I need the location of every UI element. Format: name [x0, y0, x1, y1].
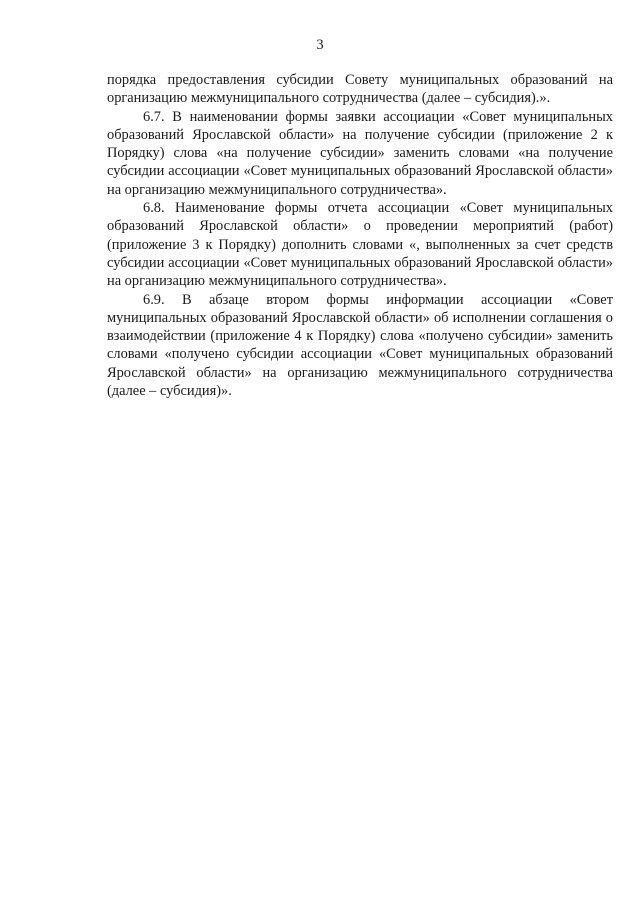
paragraph-6-7: 6.7. В наименовании формы заявки ассоциации «Совет муниципальных образований Ярославской области» на получение субсидии (приложение 2 к Порядку) слова «на получение субсидии» заменить словами «на получение субсидии ассоциации «Совет муниципальных образований Ярославской области» на организацию межмуниципального сотрудничества». [107, 108, 613, 198]
page-number: 3 [316, 37, 324, 53]
document-body [107, 71, 613, 400]
paragraph-6-8: 6.8. Наименование формы отчета ассоциации «Совет муниципальных образований Ярославской области» о проведении мероприятий (работ) (приложение 3 к Порядку) дополнить словами «, выполненных за счет средств субсидии ассоциации «Совет муниципальных образований Ярославской области» на организацию межмуниципального сотрудничества». [107, 200, 613, 290]
paragraph-continuation: порядка предоставления субсидии Совету муниципальных образований на организацию межмуниципального сотрудничества (далее – субсидия).». [107, 72, 613, 107]
paragraph-6-9: 6.9. В абзаце втором формы информации ассоциации «Совет муниципальных образований Ярославской области» об исполнении соглашения о взаимодействии (приложение 4 к Порядку) слова «получено субсидии» заменить словами «получено субсидии ассоциации «Совет муниципальных образований Ярославской области» на организацию межмуниципального сотрудничества (далее – субсидия)». [107, 291, 613, 400]
